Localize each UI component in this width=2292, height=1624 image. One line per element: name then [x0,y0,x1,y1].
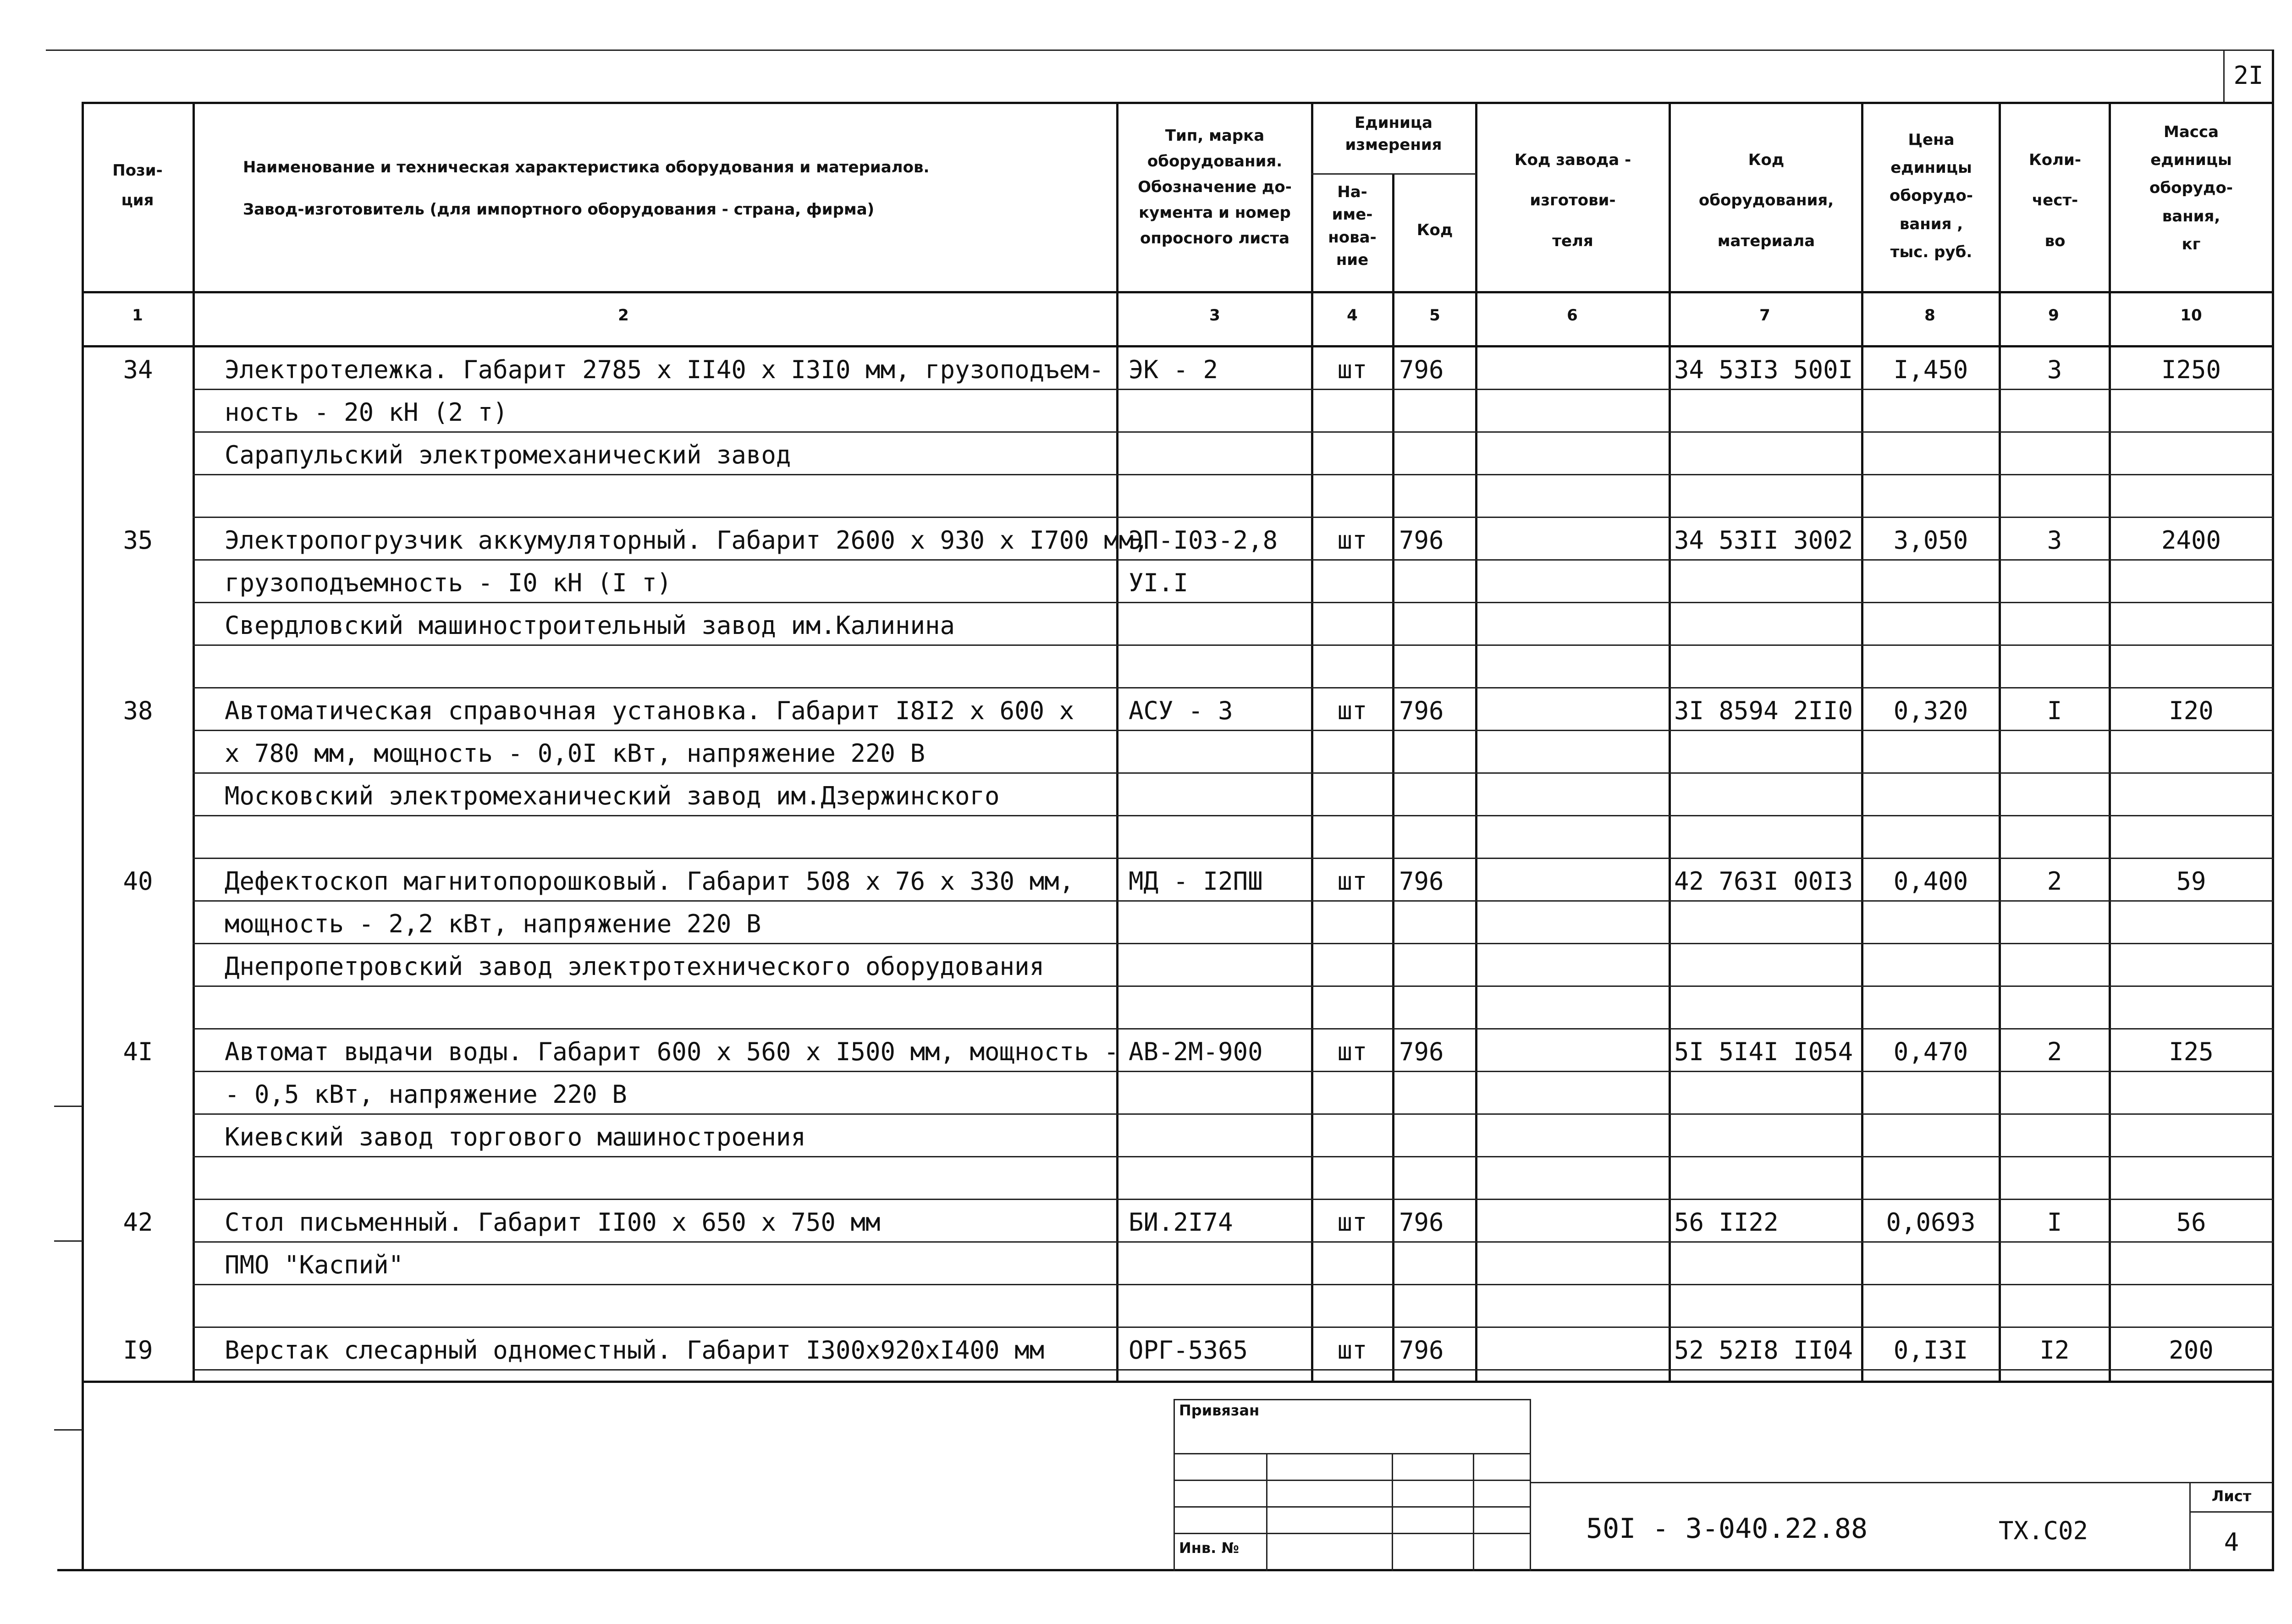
row-rule [193,517,2274,518]
unit-code-cell: 796 [1399,355,1444,384]
description-line: Дефектоскоп магнитопорошковый. Габарит 508 х 76 х 330 мм, [225,867,1074,896]
type-cell: МД - I2ПШ [1129,867,1263,896]
row-rule [193,858,2274,859]
header-col6-line: изготови- [1530,191,1616,210]
colnum-bottom-line [82,345,2274,347]
position-cell: 38 [123,696,153,725]
header-col8-line: оборудо- [1890,187,1973,205]
header-col8-line: Цена [1908,131,1955,149]
header-col3-line: кумента и номер [1139,204,1291,222]
inv-label: Инв. № [1179,1539,1239,1557]
quantity-cell: 2 [2047,867,2062,896]
mass-cell: 56 [2176,1208,2206,1237]
quantity-cell: I2 [2039,1336,2070,1365]
column-number: 5 [1429,306,1440,325]
equipment-code-cell: 34 53I3 500I [1674,355,1853,384]
unit-name-cell: шт [1337,1037,1367,1066]
row-rule [193,900,2274,902]
unit-name-cell: шт [1337,355,1367,384]
row-rule [193,1113,2274,1115]
mass-cell: 200 [2169,1336,2214,1365]
description-line: Свердловский машиностроительный завод им.Калинина [225,611,955,640]
row-rule [193,1071,2274,1072]
column-number: 8 [1924,306,1935,325]
header-col10-line: оборудо- [2149,179,2233,198]
column-number: 1 [132,306,143,325]
equipment-code-cell: 34 53II 3002 [1674,526,1853,555]
column-number: 3 [1209,306,1220,325]
col-divider-7 [1861,102,1863,1383]
header-col8-line: единицы [1890,159,1972,177]
type-cell: АСУ - 3 [1129,696,1233,725]
description-line: Стол письменный. Габарит II00 х 650 х 750 мм [225,1208,881,1237]
row-rule [193,602,2274,603]
quantity-cell: 3 [2047,355,2062,384]
col-divider-2 [1116,102,1118,1383]
header-col6-line: Код завода - [1514,151,1631,169]
mass-cell: 59 [2176,867,2206,896]
header-col10-line: Масса [2163,123,2219,141]
row-rule [193,389,2274,390]
header-col1 [83,156,193,215]
row-rule [193,687,2274,688]
price-cell: 0,0693 [1886,1208,1976,1237]
unit-code-cell: 796 [1399,1208,1444,1237]
header-col4-line: ние [1336,250,1369,269]
type-cell: УI.I [1129,568,1189,597]
header-unit-group-line: измерения [1345,135,1442,154]
header-col3-line: Обозначение до- [1138,178,1292,197]
header-col10-line: единицы [2150,151,2232,170]
row-rule [193,730,2274,731]
header-col8-line: тыс. руб. [1890,242,1972,261]
description-line: х 780 мм, мощность - 0,0I кВт, напряжение 220 В [225,739,926,768]
unit-group-divider [1311,173,1476,175]
header-col2-line: Наименование и техническая характеристика оборудования и материалов. [243,158,930,176]
header-col9 [2000,140,2110,261]
mass-cell: I250 [2161,355,2221,384]
row-rule [193,1284,2274,1285]
corner-box-left [2223,50,2225,104]
document-type: ТХ.С02 [1999,1516,2088,1545]
unit-code-cell: 796 [1399,867,1444,896]
type-cell: ОРГ-5365 [1129,1336,1248,1365]
header-col1-line: ция [121,191,154,209]
position-cell: 34 [123,355,153,384]
description-line: грузоподъемность - I0 кН (I т) [225,568,672,597]
header-col7-line: материала [1717,231,1815,250]
description-line: Киевский завод торгового машиностроения [225,1123,806,1151]
column-number: 9 [2048,306,2059,325]
unit-name-cell: шт [1337,1336,1367,1365]
row-rule [193,1199,2274,1200]
row-rule [193,559,2274,561]
header-col4-line: име- [1332,205,1373,224]
quantity-cell: 2 [2047,1037,2062,1066]
col-divider-4 [1392,173,1394,1383]
col-divider-9 [2109,102,2111,1383]
column-number: 10 [2180,306,2202,325]
unit-code-cell: 796 [1399,526,1444,555]
table-top-line [82,102,2274,104]
mass-cell: 2400 [2161,526,2221,555]
description-line: Электротележка. Габарит 2785 х II40 х I3I0 мм, грузоподъем- [225,355,1104,384]
header-col8-line: вания , [1899,215,1963,233]
row-rule [193,431,2274,433]
column-number: 7 [1759,306,1770,325]
mass-cell: I20 [2169,696,2214,725]
column-number: 2 [618,306,629,325]
header-col7 [1670,140,1862,261]
header-col8 [1863,126,2000,266]
sheet-number: 4 [2224,1528,2239,1557]
header-col3 [1118,123,1311,251]
header-col3-line: Тип, марка [1165,127,1265,145]
price-cell: 0,470 [1893,1037,1968,1066]
equipment-code-cell: 3I 8594 2II0 [1674,696,1853,725]
mass-cell: I25 [2169,1037,2214,1066]
type-cell: ЭП-I03-2,8 [1129,526,1278,555]
description-line: ПМО "Каспий" [225,1250,404,1279]
table-bottom-line [82,1381,2274,1383]
position-cell: I9 [123,1336,153,1365]
row-rule [193,1369,2274,1371]
header-unit-group [1312,112,1475,156]
type-cell: АВ-2М-900 [1129,1037,1263,1066]
header-col10-line: вания, [2162,207,2220,226]
row-rule [193,985,2274,987]
description-line: Электропогрузчик аккумуляторный. Габарит 2600 х 930 х I700 мм, [225,526,1149,555]
unit-code-cell: 796 [1399,1336,1444,1365]
row-rule [193,943,2274,944]
price-cell: 0,400 [1893,867,1968,896]
col-divider-6 [1669,102,1671,1383]
header-col6 [1477,140,1669,261]
header-col2 [243,147,1114,231]
quantity-cell: I [2047,1208,2062,1237]
description-line: ность - 20 кН (2 т) [225,398,508,427]
description-line: мощность - 2,2 кВт, напряжение 220 В [225,909,761,938]
equipment-code-cell: 56 II22 [1674,1208,1779,1237]
description-line: Автоматическая справочная установка. Габарит I8I2 х 600 х [225,696,1074,725]
header-col6-line: теля [1552,231,1593,250]
header-col3-line: опросного листа [1140,229,1290,248]
column-number: 4 [1347,306,1358,325]
document-code: 50I - 3-040.22.88 [1586,1513,1868,1545]
col-divider-8 [1999,102,2001,1383]
unit-name-cell: шт [1337,1208,1367,1237]
description-line: Сарапульский электромеханический завод [225,440,791,469]
unit-code-cell: 796 [1399,1037,1444,1066]
header-col10-line: кг [2182,235,2201,253]
position-cell: 4I [123,1037,153,1066]
description-line: Автомат выдачи воды. Габарит 600 х 560 х I500 мм, мощность - [225,1037,1119,1066]
equipment-code-cell: 5I 5I4I I054 [1674,1037,1853,1066]
price-cell: 0,320 [1893,696,1968,725]
margin-tick [54,1106,83,1107]
header-col5: Код [1416,221,1453,239]
margin-tick [54,1429,83,1431]
row-rule [193,474,2274,475]
unit-name-cell: шт [1337,867,1367,896]
sheet-label: Лист [2211,1487,2252,1505]
header-col9-line: во [2044,231,2066,250]
description-line: - 0,5 кВт, напряжение 220 В [225,1080,627,1109]
unit-code-cell: 796 [1399,696,1444,725]
price-cell: 3,050 [1893,526,1968,555]
row-rule [193,644,2274,646]
header-col1-line: Пози- [112,161,163,180]
sheet-corner-number: 2I [2233,61,2264,90]
bound-label: Привязан [1179,1402,1260,1419]
col-divider-3 [1311,102,1313,1383]
price-cell: I,450 [1893,355,1968,384]
description-line: Верстак слесарный одноместный. Габарит I300х920хI400 мм [225,1336,1045,1365]
header-col9-line: чест- [2032,191,2078,210]
top-trim-line [46,50,2274,51]
quantity-cell: 3 [2047,526,2062,555]
row-rule [193,1241,2274,1243]
margin-tick [54,1240,83,1242]
header-col9-line: Коли- [2029,151,2081,169]
header-col7-line: оборудования, [1698,191,1834,210]
equipment-code-cell: 42 763I 00I3 [1674,867,1853,896]
row-rule [193,772,2274,774]
position-cell: 40 [123,867,153,896]
description-line: Днепропетровский завод электротехнического оборудования [225,952,1045,981]
type-cell: ЭК - 2 [1129,355,1218,384]
row-rule [193,1327,2274,1328]
header-col2-line: Завод-изготовитель (для импортного оборудования - страна, фирма) [243,200,875,219]
unit-name-cell: шт [1337,696,1367,725]
col-divider-1 [193,102,195,1383]
bottom-frame-line [57,1569,2274,1571]
equipment-code-cell: 52 52I8 II04 [1674,1336,1853,1365]
header-col10 [2110,118,2272,259]
col-divider-5 [1475,102,1477,1383]
header-col4 [1312,181,1393,271]
header-col4-line: На- [1337,183,1367,201]
header-bottom-line [82,291,2274,293]
header-col7-line: Код [1748,151,1785,169]
price-cell: 0,I3I [1893,1336,1968,1365]
row-rule [193,815,2274,816]
unit-name-cell: шт [1337,526,1367,555]
description-line: Московский электромеханический завод им.Дзержинского [225,782,1000,810]
type-cell: БИ.2I74 [1129,1208,1233,1237]
column-number: 6 [1567,306,1578,325]
header-col3-line: оборудования. [1147,152,1283,171]
row-rule [193,1156,2274,1157]
position-cell: 42 [123,1208,153,1237]
quantity-cell: I [2047,696,2062,725]
header-unit-group-line: Единица [1355,114,1432,132]
position-cell: 35 [123,526,153,555]
right-frame-line [2272,50,2274,1571]
header-col4-line: нова- [1328,228,1377,247]
row-rule [193,1028,2274,1029]
